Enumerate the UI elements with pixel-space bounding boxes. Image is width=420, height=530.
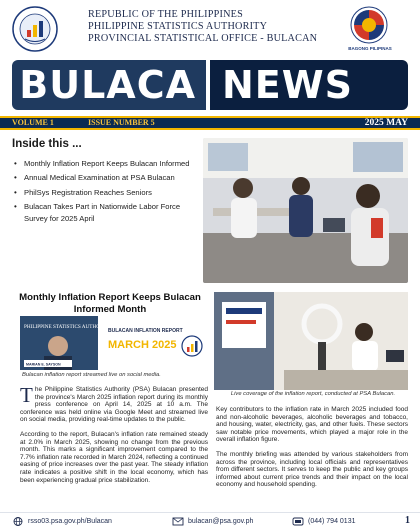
article-paragraph: Key contributors to the inflation rate in March 2025 included food and non-alcoholic beverages, alcoholic beverages and tobacco, and housing, water, electricity, gas, and other fuels. These sectors saw notable price movements, which played a major role in the overall inflation figure. bbox=[216, 406, 408, 444]
footer-website-text: rsso03.psa.gov.ph/Bulacan bbox=[28, 518, 112, 525]
phone-icon bbox=[292, 517, 304, 526]
masthead-right-word: NEWS bbox=[222, 63, 354, 107]
footer-email[interactable] bbox=[172, 517, 253, 526]
slide-header-text: PHILIPPINE STATISTICS AUTHORITY bbox=[24, 324, 113, 330]
inside-item[interactable]: • Monthly Inflation Report Keeps Bulacan Informed bbox=[12, 158, 202, 170]
live-photo bbox=[214, 292, 408, 390]
org-lines bbox=[88, 9, 317, 45]
org-line-1: REPUBLIC OF THE PHILIPPINES bbox=[88, 9, 243, 20]
classroom-photo-illustration bbox=[203, 138, 408, 283]
inside-item[interactable]: • PhilSys Registration Reaches Seniors bbox=[12, 187, 202, 199]
masthead-right-panel bbox=[210, 60, 408, 110]
inside-item[interactable]: • Bulacan Takes Part in Nationwide Labor Force Survey for 2025 April bbox=[12, 201, 202, 226]
article-paragraph: The monthly briefing was attended by various stakeholders from across the province, including local officials and representatives from different sectors. It serves to keep the public and key groups informed about current price trends and their impact on the local economy and household spending. bbox=[216, 450, 408, 489]
org-line-2: PHILIPPINE STATISTICS AUTHORITY bbox=[88, 21, 268, 32]
footer bbox=[0, 512, 420, 530]
masthead-left-panel bbox=[12, 60, 206, 110]
inside-list bbox=[12, 158, 202, 225]
inside-this-issue bbox=[12, 138, 202, 282]
inflation-slide-illustration bbox=[20, 316, 206, 370]
issue-bar bbox=[0, 116, 420, 130]
live-coverage-illustration bbox=[214, 292, 408, 390]
issue-date: 2025 MAY bbox=[364, 118, 408, 128]
issue-number: ISSUE NUMBER 5 bbox=[88, 118, 155, 127]
org-line-3: PROVINCIAL STATISTICAL OFFICE - BULACAN bbox=[88, 33, 318, 44]
footer-phone[interactable] bbox=[292, 517, 355, 526]
header bbox=[0, 0, 420, 58]
masthead-left-word: BULACA bbox=[19, 63, 196, 107]
page-number: 1 bbox=[405, 515, 410, 526]
footer-email-text: bulacan@psa.gov.ph bbox=[188, 518, 254, 525]
footer-phone-text: (044) 794 0131 bbox=[308, 518, 356, 525]
bagong-pilipinas-text: BAGONG PILIPINAS bbox=[348, 46, 392, 51]
slide-presenter-text: MARIAN E. SAYSON bbox=[26, 362, 61, 367]
globe-icon bbox=[12, 517, 24, 526]
caption-slide: Bulacan inflation report streamed live on social media. bbox=[22, 372, 161, 378]
bagong-pilipinas-logo-icon bbox=[350, 6, 388, 44]
mail-icon bbox=[172, 517, 184, 526]
paragraph-1-text: he Philippine Statistics Authority (PSA) Bulacan presented the province's March 2025 inflation report during its monthly press conference on April 14, 2025 at 10 a.m. The conference was held online via Google Meet and streamed live on social media, providing real-time updates to the public. bbox=[20, 386, 208, 424]
psa-seal-icon bbox=[12, 6, 58, 52]
issue-volume: VOLUME 1 bbox=[12, 118, 54, 127]
footer-website[interactable] bbox=[12, 517, 112, 526]
slide-month-text: MARCH 2025 bbox=[108, 339, 177, 351]
slide-photo bbox=[20, 316, 206, 370]
masthead bbox=[12, 60, 408, 110]
dropcap: T bbox=[20, 383, 33, 407]
article-title: Monthly Inflation Report Keeps Bulacan Informed Month bbox=[19, 292, 201, 315]
slide-title-text: BULACAN INFLATION REPORT bbox=[108, 328, 183, 334]
top-photo bbox=[203, 138, 408, 283]
inside-title: Inside this ... bbox=[12, 138, 82, 150]
article-column-right bbox=[216, 406, 408, 496]
inside-item[interactable]: • Annual Medical Examination at PSA Bulacan bbox=[12, 172, 202, 184]
article-column-left bbox=[20, 383, 208, 491]
article-paragraph bbox=[20, 383, 208, 424]
caption-live: Live coverage of the inflation report, conducted at PSA Bulacan. bbox=[230, 391, 396, 397]
article-paragraph: According to the report, Bulacan's inflation rate remained steady at 2.0% in March 2025, showing no change from the previous month. This marks a significant improvement compared to the 7.7% inflation rate recorded in March 2024, reflecting a continued easing of price increases over the past year. The steady inflation rate indicates a positive shift in the local economy, which has been experiencing gradual price stabilization. bbox=[20, 430, 208, 484]
